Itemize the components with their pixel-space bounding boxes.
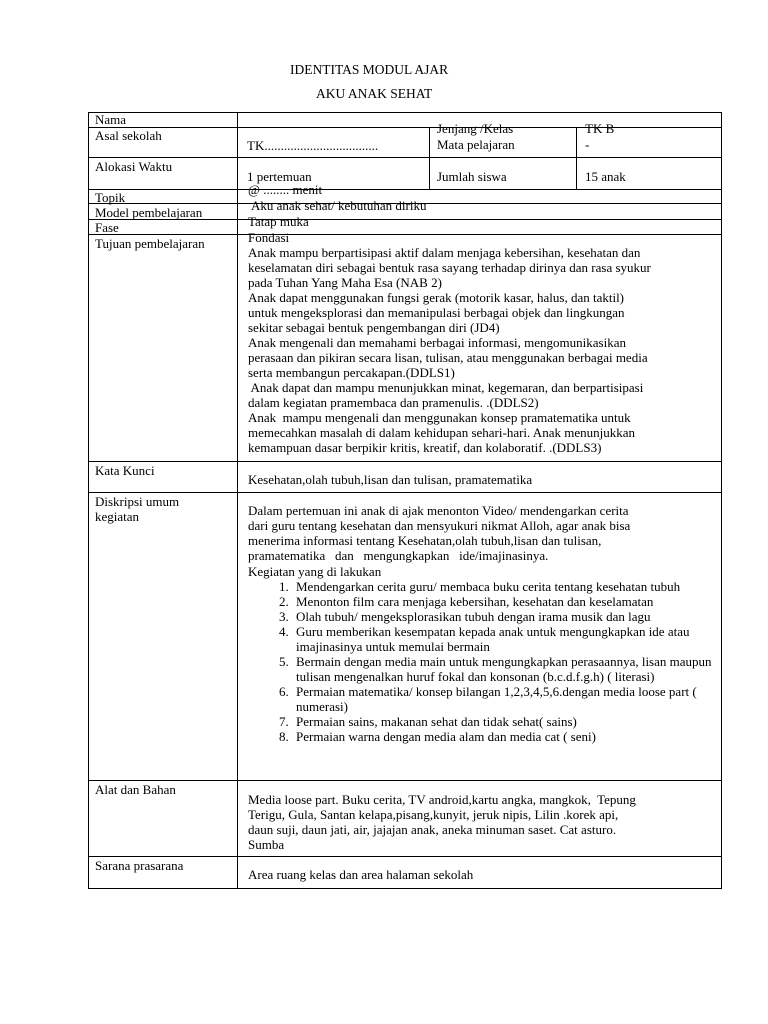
tujuan-line: kemampuan dasar berpikir kritis, kreatif, dan kolaboratif. .(DDLS3)	[248, 440, 602, 455]
label-nama: Nama	[95, 112, 127, 127]
activity-item: 3. Olah tubuh/ mengeksplorasikan tubuh dengan irama musik dan lagu	[292, 609, 717, 624]
label-model-pembelajaran: Model pembelajaran	[95, 205, 203, 220]
label-sarana-prasarana: Sarana prasarana	[95, 858, 184, 873]
tujuan-line: pada Tuhan Yang Maha Esa (NAB 2)	[248, 275, 442, 290]
deskripsi-line: dari guru tentang kesehatan dan mensyukuri nikmat Alloh, agar anak bisa	[248, 518, 631, 533]
alat-bahan-text	[248, 792, 708, 852]
alat-line: Terigu, Gula, Santan kelapa,pisang,kunyit, jeruk nipis, Lilin .korek api,	[248, 807, 619, 822]
value-jenjang-kelas: TK B	[585, 121, 615, 136]
deskripsi-intro-text	[248, 503, 714, 563]
alat-line: Media loose part. Buku cerita, TV android,kartu angka, mangkok, Tepung	[248, 792, 636, 807]
value-alokasi-menit: @ ........ menit	[248, 182, 323, 197]
value-alokasi-waktu: 1 pertemuan	[247, 169, 312, 184]
tujuan-line: Anak dapat dan mampu menunjukkan minat, kegemaran, dan berpartisipasi	[248, 380, 644, 395]
activity-list	[248, 579, 717, 744]
document-subtitle: AKU ANAK SEHAT	[316, 86, 433, 101]
value-sarana-prasarana: Area ruang kelas dan area halaman sekolah	[248, 867, 474, 882]
tujuan-line: Anak mampu mengenali dan menggunakan konsep pramatematika untuk	[248, 410, 631, 425]
deskripsi-line: Dalam pertemuan ini anak di ajak menonton Video/ mendengarkan cerita	[248, 503, 629, 518]
label-tujuan-pembelajaran: Tujuan pembelajaran	[95, 236, 205, 251]
activity-item: 7. Permaian sains, makanan sehat dan tidak sehat( sains)	[292, 714, 717, 729]
alat-line: Sumba	[248, 837, 285, 852]
value-asal-sekolah: TK...................................	[247, 138, 379, 153]
label-jumlah-siswa: Jumlah siswa	[437, 169, 507, 184]
label-mata-pelajaran: Mata pelajaran	[437, 137, 515, 152]
activity-item: 2. Menonton film cara menjaga kebersihan, kesehatan dan keselamatan	[292, 594, 717, 609]
activity-item: 6. Permaian matematika/ konsep bilangan 1,2,3,4,5,6.dengan media loose part ( numerasi)	[292, 684, 717, 714]
document-title: IDENTITAS MODUL AJAR	[290, 62, 449, 77]
deskripsi-line: pramatematika dan mengungkapkan ide/imajinasinya.	[248, 548, 549, 563]
activity-item: 1. Mendengarkan cerita guru/ membaca buku cerita tentang kesehatan tubuh	[292, 579, 717, 594]
value-model-pembelajaran: Tatap muka	[248, 214, 309, 229]
label-jenjang-kelas: Jenjang /Kelas	[437, 121, 514, 136]
tujuan-pembelajaran-text	[248, 245, 712, 455]
tujuan-line: Anak mampu berpartisipasi aktif dalam menjaga kebersihan, kesehatan dan	[248, 245, 641, 260]
tujuan-line: perasaan dan pikiran secara lisan, tulisan, atau menggunakan berbagai media	[248, 350, 648, 365]
activity-item: 5. Bermain dengan media main untuk mengungkapkan perasaannya, lisan maupun tulisan mengenalkan huruf fokal dan konsonan (b.c.d.f.g.h) ( literasi)	[292, 654, 717, 684]
label-deskripsi-2: kegiatan	[95, 509, 140, 524]
tujuan-line: memecahkan masalah di dalam kehidupan sehari-hari. Anak menunjukkan	[248, 425, 635, 440]
label-alokasi-waktu: Alokasi Waktu	[95, 159, 173, 174]
value-jumlah-siswa: 15 anak	[585, 169, 626, 184]
tujuan-line: serta membangun percakapan.(DDLS1)	[248, 365, 455, 380]
label-asal-sekolah: Asal sekolah	[95, 128, 162, 143]
tujuan-line: dalam kegiatan pramembaca dan pramenulis. .(DDLS2)	[248, 395, 539, 410]
tujuan-line: Anak mengenali dan memahami berbagai informasi, mengomunikasikan	[248, 335, 626, 350]
value-fase: Fondasi	[248, 230, 290, 245]
tujuan-line: keselamatan diri sebagai bentuk rasa sayang terhadap dirinya dan rasa syukur	[248, 260, 651, 275]
label-fase: Fase	[95, 220, 119, 235]
alat-line: daun suji, daun jati, air, jajajan anak, aneka minuman saset. Cat asturo.	[248, 822, 617, 837]
label-topik: Topik	[95, 190, 126, 205]
value-mata-pelajaran: -	[585, 137, 590, 152]
activity-item: 8. Permaian warna dengan media alam dan media cat ( seni)	[292, 729, 717, 744]
tujuan-line: untuk mengeksplorasi dan memanipulasi berbagai objek dan lingkungan	[248, 305, 625, 320]
value-kata-kunci: Kesehatan,olah tubuh,lisan dan tulisan, pramatematika	[248, 472, 533, 487]
value-topik: Aku anak sehat/ kebutuhan diriku	[251, 198, 427, 213]
activity-item: 4. Guru memberikan kesempatan kepada anak untuk mengungkapkan ide atau imajinasinya untuk memulai bermain	[292, 624, 717, 654]
kegiatan-heading: Kegiatan yang di lakukan	[248, 564, 382, 579]
deskripsi-line: menerima informasi tentang Kesehatan,olah tubuh,lisan dan tulisan,	[248, 533, 602, 548]
tujuan-line: sekitar sebagai bentuk pengembangan diri (JD4)	[248, 320, 500, 335]
label-alat-bahan: Alat dan Bahan	[95, 782, 176, 797]
label-kata-kunci: Kata Kunci	[95, 463, 155, 478]
tujuan-line: Anak dapat menggunakan fungsi gerak (motorik kasar, halus, dan taktil)	[248, 290, 625, 305]
label-deskripsi-1: Diskripsi umum	[95, 494, 180, 509]
